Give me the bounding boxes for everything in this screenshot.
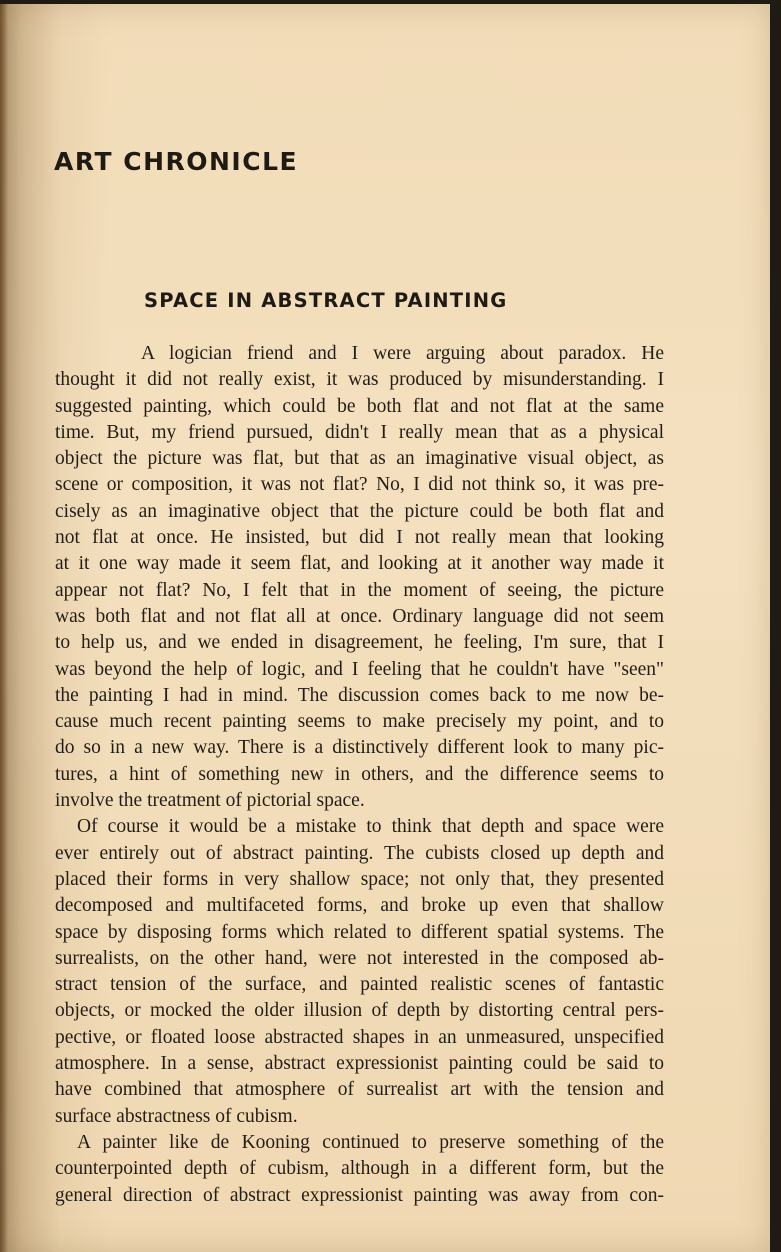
text-line: general direction of abstract expressionist painting was away from con- bbox=[55, 1184, 664, 1206]
book-page bbox=[0, 4, 770, 1252]
text-line: not flat at once. He insisted, but did I not really mean that looking bbox=[55, 527, 664, 549]
text-line: appear not flat? No, I felt that in the moment of seeing, the picture bbox=[55, 579, 664, 601]
text-line: ever entirely out of abstract painting. The cubists closed up depth and bbox=[55, 842, 664, 864]
text-line: scene or composition, it was not flat? No, I did not think so, it was pre- bbox=[55, 474, 664, 496]
chapter-heading: ART CHRONICLE bbox=[54, 147, 299, 176]
section-heading: SPACE IN ABSTRACT PAINTING bbox=[144, 289, 508, 312]
text-line: was beyond the help of logic, and I feeling that he couldn't have "seen" bbox=[55, 658, 664, 680]
text-line: suggested painting, which could be both flat and not flat at the same bbox=[55, 395, 664, 417]
text-line: to help us, and we ended in disagreement, he feeling, I'm sure, that I bbox=[55, 632, 664, 654]
text-line: A painter like de Kooning continued to preserve something of the bbox=[77, 1131, 664, 1153]
text-line: do so in a new way. There is a distinctively different look to many pic- bbox=[55, 737, 664, 759]
text-line: objects, or mocked the older illusion of depth by distorting central pers- bbox=[55, 1000, 664, 1022]
text-line: object the picture was flat, but that as an imaginative visual object, as bbox=[55, 448, 664, 470]
text-line: thought it did not really exist, it was produced by misunderstanding. I bbox=[55, 369, 664, 391]
text-line: surface abstractness of cubism. bbox=[55, 1105, 298, 1127]
text-line: pective, or floated loose abstracted shapes in an unmeasured, unspecified bbox=[55, 1026, 664, 1048]
text-line: stract tension of the surface, and painted realistic scenes of fantastic bbox=[55, 974, 664, 996]
text-line: the painting I had in mind. The discussion comes back to me now be- bbox=[55, 684, 664, 706]
text-line: cause much recent painting seems to make precisely my point, and to bbox=[55, 711, 664, 733]
text-line: A logician friend and I were arguing about paradox. He bbox=[141, 343, 664, 364]
text-line: decomposed and multifaceted forms, and broke up even that shallow bbox=[55, 895, 664, 917]
text-line: surrealists, on the other hand, were not interested in the composed ab- bbox=[55, 947, 664, 969]
text-line: counterpointed depth of cubism, although in a different form, but the bbox=[55, 1158, 664, 1180]
text-line: have combined that atmosphere of surrealist art with the tension and bbox=[55, 1079, 664, 1101]
text-line: time. But, my friend pursued, didn't I really mean that as a physical bbox=[55, 421, 664, 443]
text-line: cisely as an imaginative object that the picture could be both flat and bbox=[55, 500, 664, 522]
text-line: placed their forms in very shallow space; not only that, they presented bbox=[55, 868, 664, 890]
page-gutter-shadow bbox=[0, 4, 8, 1252]
text-line: tures, a hint of something new in others, and the difference seems to bbox=[55, 763, 664, 785]
text-line: was both flat and not flat all at once. Ordinary language did not seem bbox=[55, 605, 664, 627]
text-line: atmosphere. In a sense, abstract expressionist painting could be said to bbox=[55, 1053, 664, 1075]
text-line: involve the treatment of pictorial space. bbox=[55, 790, 365, 812]
text-line: space by disposing forms which related to different spatial systems. The bbox=[55, 921, 664, 943]
article-body bbox=[55, 341, 664, 1209]
text-line: Of course it would be a mistake to think that depth and space were bbox=[77, 816, 664, 838]
text-line: at it one way made it seem flat, and looking at it another way made it bbox=[55, 553, 664, 575]
